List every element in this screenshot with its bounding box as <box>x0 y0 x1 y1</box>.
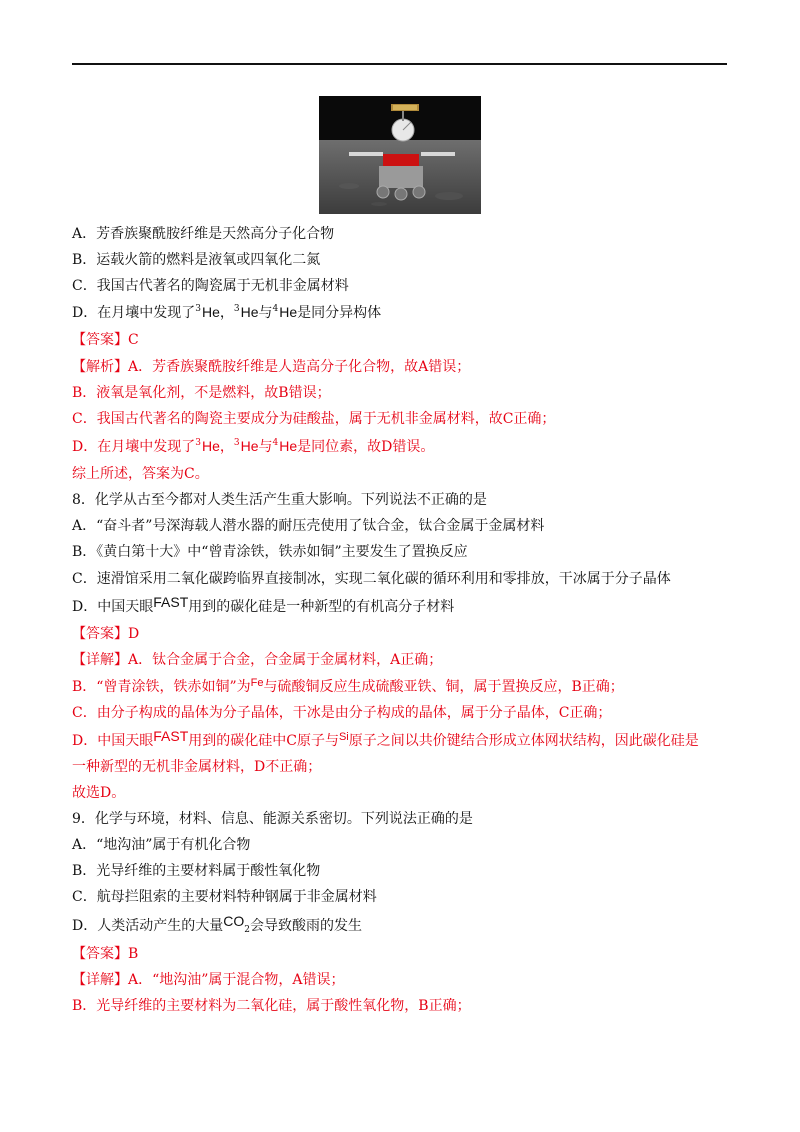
q9-stem: 9．化学与环境，材料、信息、能源关系密切。下列说法正确的是 <box>72 811 473 827</box>
q8-option-c: C．速滑馆采用二氧化碳跨临界直接制冰，实现二氧化碳的循环利用和零排放，干冰属于分子晶体 <box>72 571 671 587</box>
q7-option-d: D．在月壤中发现了$^3$He，$^3$He与$^4$He是同分异构体 <box>72 304 382 321</box>
q7-answer: 【答案】C <box>72 332 139 348</box>
q7-summary: 综上所述，答案为C。 <box>72 466 209 482</box>
q7-explanation-a: 【解析】A．芳香族聚酰胺纤维是人造高分子化合物，故A错误； <box>72 359 471 375</box>
q7-option-c: C．我国古代著名的陶瓷属于无机非金属材料 <box>72 278 349 294</box>
q8-summary: 故选D。 <box>72 785 126 801</box>
q9-answer: 【答案】B <box>72 946 139 962</box>
q9-option-a: A．“地沟油”属于有机化合物 <box>72 837 251 853</box>
q7-explanation-d: D．在月壤中发现了$^3$He，$^3$He与$^4$He是同位素，故D错误。 <box>72 438 435 455</box>
q8-option-a: A．“奋斗者”号深海载人潜水器的耐压壳使用了钛合金，钛合金属于金属材料 <box>72 518 545 534</box>
q8-explanation-a: 【详解】A．钛合金属于合金，合金属于金属材料，A正确； <box>72 652 443 668</box>
q9-explanation-a: 【详解】A．“地沟油”属于混合物，A错误； <box>72 972 345 988</box>
q9-option-d: D．人类活动产生的大量$CO_2$会导致酸雨的发生 <box>72 913 362 935</box>
header-rule <box>72 63 727 65</box>
q9-option-b: B．光导纤维的主要材料属于酸性氧化物 <box>72 863 321 879</box>
lunar-rover-image <box>319 96 481 214</box>
q8-explanation-c: C．由分子构成的晶体为分子晶体，干冰是由分子构成的晶体，属于分子晶体，C正确； <box>72 705 612 721</box>
q7-option-b: B．运载火箭的燃料是液氧或四氧化二氮 <box>72 252 321 268</box>
q8-explanation-d-cont: 一种新型的无机非金属材料，D不正确； <box>72 759 322 775</box>
q7-explanation-b: B．液氧是氧化剂，不是燃料，故B错误； <box>72 385 331 401</box>
q8-answer: 【答案】D <box>72 626 140 642</box>
q7-option-a: A．芳香族聚酰胺纤维是天然高分子化合物 <box>72 226 335 242</box>
q8-stem: 8．化学从古至今都对人类生活产生重大影响。下列说法不正确的是 <box>72 492 487 508</box>
q9-option-c: C．航母拦阻索的主要材料特种钢属于非金属材料 <box>72 889 377 905</box>
q9-explanation-b: B．光导纤维的主要材料为二氧化硅，属于酸性氧化物，B正确； <box>72 998 471 1014</box>
q8-option-b: B．《黄白第十大》中“曾青涂铁，铁赤如铜”主要发生了置换反应 <box>72 544 468 560</box>
q8-option-d: D．中国天眼FAST用到的碳化硅是一种新型的有机高分子材料 <box>72 594 455 615</box>
q8-explanation-b: B．“曾青涂铁，铁赤如铜”为$^{Fe}$与硫酸铜反应生成硫酸亚铁、铜，属于置换反应，B正确； <box>72 677 624 695</box>
q7-explanation-c: C．我国古代著名的陶瓷主要成分为硅酸盐，属于无机非金属材料，故C正确； <box>72 411 556 427</box>
q8-explanation-d: D．中国天眼FAST用到的碳化硅中C原子与$^{Si}$原子之间以共价键结合形成立体网状结构，因此碳化硅是 <box>72 728 699 749</box>
